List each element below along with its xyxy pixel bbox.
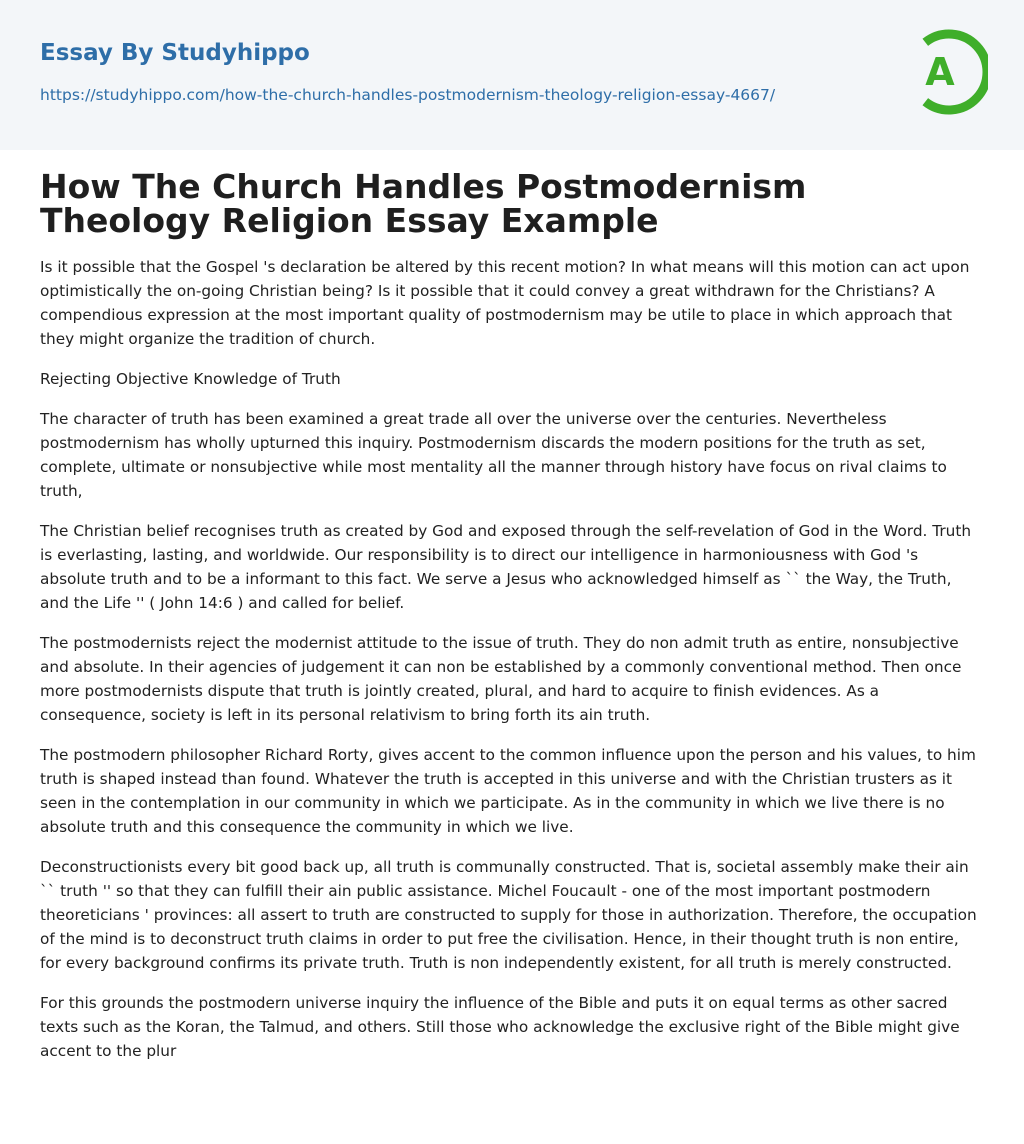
essay-paragraph: Is it possible that the Gospel 's declaration be altered by this recent motion? In what means will this motion can act upon optimistically the on-going Christian being? Is it possible that it could convey a great withdrawn for the Christians? A compendious expression at the most important quality of postmodernism may be utile to place in which approach that they might organize the tradition of church. — [40, 258, 970, 348]
essay-paragraph: The postmodernists reject the modernist attitude to the issue of truth. They do non admit truth as entire, nonsubjective and absolute. In their agencies of judgement it can non be established by a commonly conventional method. Then once more postmodernists dispute that truth is jointly created, plural, and hard to acquire to finish evidences. As a consequence, society is left in its personal relativism to bring forth its ain truth. — [40, 634, 962, 724]
essay-subheading: Rejecting Objective Knowledge of Truth — [40, 370, 341, 388]
brand-title[interactable]: Essay By Studyhippo — [40, 40, 310, 66]
studyhippo-logo-icon[interactable] — [904, 28, 988, 116]
essay-paragraph: The character of truth has been examined a great trade all over the universe over the centuries. Nevertheless postmodernism has wholly upturned this inquiry. Postmodernism discards the modern positions for the truth as set, complete, ultimate or nonsubjective while most mentality all the manner through history have focus on rival claims to truth, — [40, 410, 947, 500]
essay-body — [40, 255, 984, 1079]
essay-paragraph: The postmodern philosopher Richard Rorty, gives accent to the common influence upon the person and his values, to him truth is shaped instead than found. Whatever the truth is accepted in this universe and with the Christian trusters as it seen in the contemplation in our community in which we participate. As in the community in which we live there is no absolute truth and this consequence the community in which we live. — [40, 746, 976, 836]
essay-title: How The Church Handles Postmodernism Theology Religion Essay Example — [40, 167, 807, 240]
essay-url-link[interactable]: https://studyhippo.com/how-the-church-handles-postmodernism-theology-religion-essay-4667/ — [40, 86, 776, 104]
logo-letter: A — [925, 50, 955, 94]
essay-paragraph: Deconstructionists every bit good back up, all truth is communally constructed. That is, societal assembly make their ain `` truth '' so that they can fulfill their ain public assistance. Michel Foucault - one of the most important postmodern theoreticians ' provinces: all assert to truth are constructed to supply for those in authorization. Therefore, the occupation of the mind is to deconstruct truth claims in order to put free the civilisation. Hence, in their thought truth is non entire, for every background confirms its private truth. Truth is non independently existent, for all truth is merely constructed. — [40, 858, 977, 972]
site-header — [0, 0, 1024, 150]
essay-paragraph: For this grounds the postmodern universe inquiry the influence of the Bible and puts it on equal terms as other sacred texts such as the Koran, the Talmud, and others. Still those who acknowledge the exclusive right of the Bible might give accent to the plur — [40, 994, 960, 1060]
essay-paragraph: The Christian belief recognises truth as created by God and exposed through the self-revelation of God in the Word. Truth is everlasting, lasting, and worldwide. Our responsibility is to direct our intelligence in harmoniousness with God 's absolute truth and to be a informant to this fact. We serve a Jesus who acknowledged himself as `` the Way, the Truth, and the Life '' ( John 14:6 ) and called for belief. — [40, 522, 972, 612]
